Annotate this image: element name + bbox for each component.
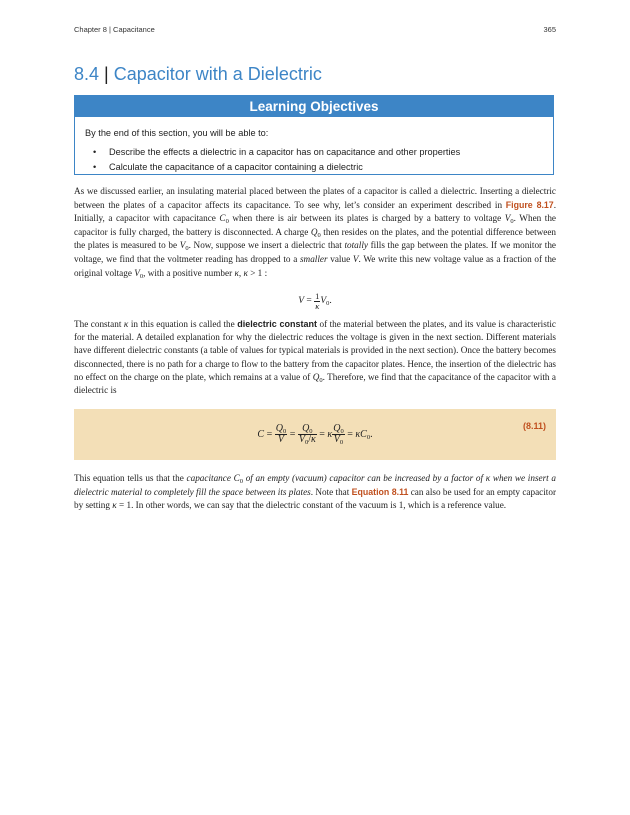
learning-objectives-heading: Learning Objectives [75,96,553,117]
equation-box [74,409,556,460]
objective-item: • Calculate the capacitance of a capacitor containing a dielectric [75,160,553,175]
equation-voltage: V = $\frac{1}{\kappa}$ $V_0$. [298,291,332,311]
figure-link[interactable]: Figure 8.17 [505,199,554,210]
paragraph-experiment: As we discussed earlier, an insulating material placed between the plates of a capacitor is called a dielectric. Inserting a dielectric between the plates of a capacitor affects its capacitance. To see why, let’s consider an experiment described in Figure 8.17. Initially, a capacitor with capacitance $C_0$ when there is air between its plates is charged by a battery to voltage $V_0$. When the capacitor is fully charged, the battery is disconnected. A charge $Q_0$ then resides on the plates, and the potential difference between the plates is measured to be $V_0$. Now, suppose we insert a dielectric that totally fills the gap between the plates. If we monitor the voltage, we find that the voltmeter reading has dropped to a smaller value V. We write this new voltage value as a fraction of the original voltage $V_0$, with a positive number κ, κ > 1 : [74,186,557,280]
learning-objectives-list [75,145,553,174]
learning-objectives-intro: By the end of this section, you will be able to: [85,128,269,138]
math-C0: $C_0$ [219,213,229,226]
running-header-chapter: Chapter 8 | Capacitance [74,25,155,34]
math-Q0: $Q_0$ [312,371,323,384]
equation-number: (8.11) [522,421,546,431]
math-V0: $V_0$ [504,213,514,226]
math-V0: $V_0$ [179,240,189,253]
paragraph-conclusion: This equation tells us that the capacitance $C_0$ of an empty (vacuum) capacitor can be increased by a factor of κ when we insert a dielectric material to completely fill the space between its plates. Note that Equation 8.11 can also be used for an empty capacitor by setting κ = 1. In other words, we can say that the dielectric constant of the vacuum is 1, which is a reference value. [74,473,557,511]
math-C0: $C_0$ [233,473,244,485]
section-number: 8.4 [74,64,100,84]
section-title-text: Capacitor with a Dielectric [113,64,322,84]
section-separator: | [104,64,109,84]
page-number: 365 [543,25,556,34]
paragraph-dielectric-constant: The constant κ in this equation is called the dielectric constant of the material between the plates, and its value is characteristic for the material. A detailed explanation for why the dielectric reduces the voltage is given in the next section. Different materials have different dielectric constants (a table of values for typical materials is provided in the next section). Once the battery becomes disconnected, there is no path for a charge to flow to the battery from the capacitor plates. Hence, the insertion of the dielectric has no effect on the charge on the plate, which remains at a value of $Q_0$. Therefore, we find that the capacitance of the capacitor with a dielectric is [74,319,556,396]
equation-capacitance: C = $\frac{Q_0}{V}$ = $\frac{Q_0}{V_0/\kappa}$ = κ $\frac{Q_0}{V_0}$ = $\kappa C_0$. [257,423,373,446]
math-Q0: $Q_0$ [310,226,321,239]
equation-link[interactable]: Equation 8.11 [351,486,409,497]
objective-item: • Describe the effects a dielectric in a capacitor has on capacitance and other properties [75,145,553,160]
learning-objectives-box [74,95,554,175]
term-dielectric-constant: dielectric constant [237,319,317,329]
math-V0: $V_0$ [134,267,144,280]
section-title [74,64,322,85]
